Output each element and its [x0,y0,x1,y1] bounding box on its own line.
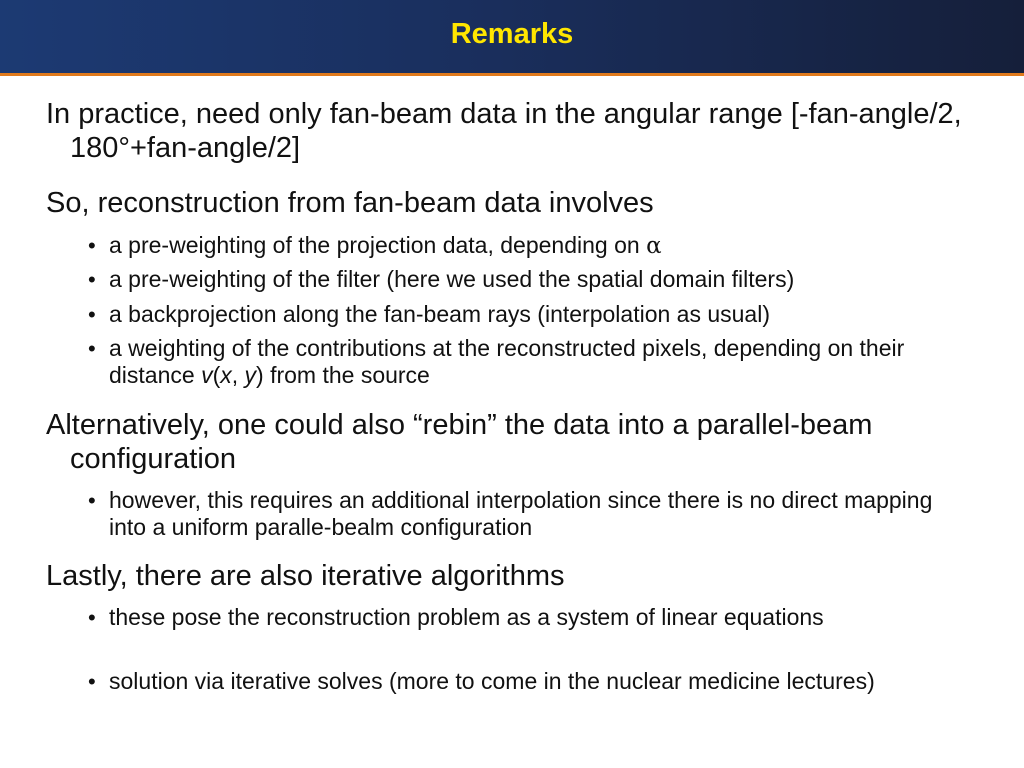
list-item-text: a weighting of the contributions at the reconstructed pixels, depending on their distance [109,335,905,388]
var-y: y [244,362,257,388]
bullet-icon: • [88,605,96,630]
bullet-icon: • [88,302,96,327]
alpha-symbol: α [646,233,662,259]
list-item-text: a backprojection along the fan-beam rays (interpolation as usual) [109,301,770,327]
remark-reconstruction-steps: So, reconstruction from fan-beam data involves [46,187,654,219]
list-item-text: a pre-weighting of the projection data, depending on [109,232,647,258]
bullet-icon: • [88,267,96,292]
list-item [88,604,968,631]
list-item-text: these pose the reconstruction problem as a system of linear equations [109,604,824,630]
list-item-text: however, this requires an additional interpolation since there is no direct mapping into a uniform paralle-bealm configuration [109,487,933,540]
list-item [88,301,968,328]
comma: , [231,362,245,388]
list-item [88,266,968,293]
list-item [88,668,968,695]
list-item-text-end: ) from the source [256,362,430,388]
remark-iterative: Lastly, there are also iterative algorithms [46,560,565,592]
remark-angular-range: In practice, need only fan-beam data in the angular range [-fan-angle/2, 180°+fan-angle/2] [46,98,962,164]
bullet-icon: • [88,669,96,694]
list-item [88,487,968,541]
bullet-icon: • [88,336,96,361]
list-item-text: a pre-weighting of the filter (here we used the spatial domain filters) [109,266,795,292]
list-item-text: solution via iterative solves (more to come in the nuclear medicine lectures) [109,668,875,694]
list-item [88,335,968,389]
bullet-icon: • [88,488,96,513]
var-v: v [201,362,213,388]
slide-title: Remarks [450,18,574,50]
var-x: x [220,362,232,388]
bullet-icon: • [88,233,96,258]
paren-open: ( [212,362,221,388]
list-item [88,232,968,260]
remark-rebinning: Alternatively, one could also “rebin” the data into a parallel-beam configuration [46,409,873,475]
